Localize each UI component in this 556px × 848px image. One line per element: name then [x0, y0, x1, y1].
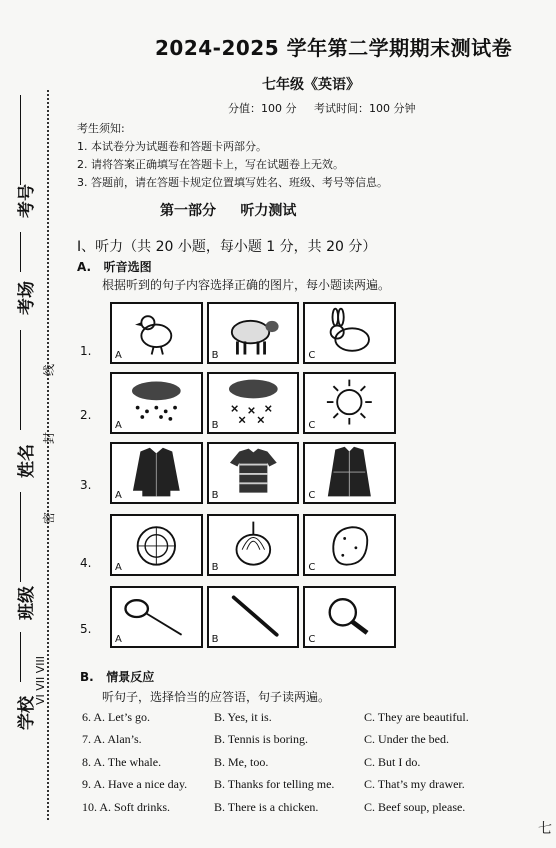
page-title: 2024-2025 学年第二学期期末测试卷	[155, 36, 513, 60]
option-label: C	[308, 634, 316, 645]
option-c[interactable]	[303, 302, 396, 364]
exam-room-label: 考场	[17, 281, 37, 315]
section-one-title: Ⅰ、听力（共 20 小题，每小题 1 分，共 20 分）	[77, 239, 377, 255]
question-2-options	[110, 372, 396, 434]
question-number: 1.	[80, 344, 92, 358]
option-b[interactable]	[207, 586, 300, 648]
option-label: B	[211, 350, 219, 361]
rain-cloud-icon	[112, 374, 201, 432]
notes-heading: 考生须知:	[77, 122, 125, 135]
ping-pong-paddle-icon	[305, 588, 394, 646]
page-corner-mark: 七	[538, 821, 552, 837]
option-a[interactable]	[110, 442, 203, 504]
sheep-icon	[209, 304, 298, 362]
question-4-options	[110, 514, 396, 576]
notes-item: 2. 请将答案正确填写在答题卡上，写在试题卷上无效。	[77, 158, 344, 171]
subject-title: 七年级《英语》	[262, 77, 360, 93]
option-label: A	[115, 490, 122, 501]
question-5-options	[110, 586, 396, 648]
option-a[interactable]	[110, 302, 203, 364]
seal-line-mark: 线	[42, 363, 56, 376]
rabbit-icon	[305, 304, 394, 362]
option-b[interactable]	[207, 372, 300, 434]
option-label: C	[308, 350, 316, 361]
snow-cloud-icon	[209, 374, 298, 432]
binding-dotted-line	[47, 90, 49, 820]
candidate-notes	[77, 120, 388, 192]
school-line	[20, 632, 21, 682]
question-number: 3.	[80, 478, 92, 492]
option-a-text: 10. A. Soft drinks.	[82, 800, 171, 814]
option-label: B	[211, 562, 219, 573]
option-c[interactable]	[303, 442, 396, 504]
class-line	[20, 492, 21, 582]
option-a-text: 8. A. The whale.	[82, 755, 162, 769]
section-b-instruction: 听句子，选择恰当的应答语，句子读两遍。	[102, 690, 331, 704]
option-b[interactable]	[207, 514, 300, 576]
notes-item: 1. 本试卷分为试题卷和答题卡两部分。	[77, 140, 267, 153]
cabbage-icon	[112, 516, 201, 574]
option-c[interactable]	[303, 514, 396, 576]
option-a-text: 9. A. Have a nice day.	[82, 777, 188, 791]
question-number: 4.	[80, 556, 92, 570]
section-a-instruction: 根据听到的句子内容选择正确的图片，每小题读两遍。	[102, 278, 391, 292]
chick-icon	[112, 304, 201, 362]
option-c-text: C. They are beautiful.	[364, 710, 469, 724]
exam-number-label: 考号	[17, 184, 37, 218]
exam-number-line	[20, 95, 21, 185]
option-a-text: 6. A. Let’s go.	[82, 710, 150, 724]
coat-icon	[305, 444, 394, 502]
question-number: 2.	[80, 408, 92, 422]
option-b[interactable]	[207, 302, 300, 364]
question-1-options	[110, 302, 396, 364]
option-b-text: B. There is a chicken.	[214, 800, 319, 814]
option-label: A	[115, 350, 122, 361]
badminton-racket-icon	[112, 588, 201, 646]
option-label: C	[308, 562, 316, 573]
tshirt-icon	[209, 444, 298, 502]
score-time-info: 分值：100 分 考试时间：100 分钟	[228, 102, 416, 115]
section-a-title: A. 听音选图	[77, 260, 152, 274]
option-a[interactable]	[110, 586, 203, 648]
option-label: A	[115, 562, 122, 573]
notes-item: 3. 答题前，请在答题卡规定位置填写姓名、班级、考号等信息。	[77, 176, 388, 189]
name-label: 姓名	[17, 444, 37, 478]
option-b-text: B. Yes, it is.	[214, 710, 272, 724]
option-label: B	[211, 634, 219, 645]
option-a-text: 7. A. Alan’s.	[82, 732, 142, 746]
exam-room-line	[20, 232, 21, 272]
name-line	[20, 330, 21, 430]
potato-icon	[305, 516, 394, 574]
secret-mark: 密	[42, 511, 56, 524]
option-b[interactable]	[207, 442, 300, 504]
jacket-icon	[112, 444, 201, 502]
option-b-text: B. Tennis is boring.	[214, 732, 308, 746]
onion-icon	[209, 516, 298, 574]
section-b-title: B. 情景反应	[80, 670, 155, 684]
option-c-text: C. That’s my drawer.	[364, 777, 465, 791]
question-number: 5.	[80, 622, 92, 636]
option-label: A	[115, 420, 122, 431]
option-c-text: C. But I do.	[364, 755, 421, 769]
option-a[interactable]	[110, 372, 203, 434]
question-3-options	[110, 442, 396, 504]
option-label: C	[308, 490, 316, 501]
option-c-text: C. Beef soup, please.	[364, 800, 466, 814]
option-a[interactable]	[110, 514, 203, 576]
part-one-title: 第一部分 听力测试	[160, 203, 297, 219]
class-label: 班级	[17, 586, 37, 620]
school-label: 学校	[17, 696, 37, 730]
option-label: A	[115, 634, 122, 645]
option-label: B	[211, 490, 219, 501]
option-b-text: B. Thanks for telling me.	[214, 777, 335, 791]
option-c[interactable]	[303, 586, 396, 648]
sun-icon	[305, 374, 394, 432]
option-c-text: C. Under the bed.	[364, 732, 449, 746]
baseball-bat-icon	[209, 588, 298, 646]
option-b-text: B. Me, too.	[214, 755, 269, 769]
option-label: C	[308, 420, 316, 431]
option-c[interactable]	[303, 372, 396, 434]
option-label: B	[211, 420, 219, 431]
roman-numerals: VI VII VIII	[34, 655, 47, 705]
seal-mark: 封	[42, 431, 56, 444]
